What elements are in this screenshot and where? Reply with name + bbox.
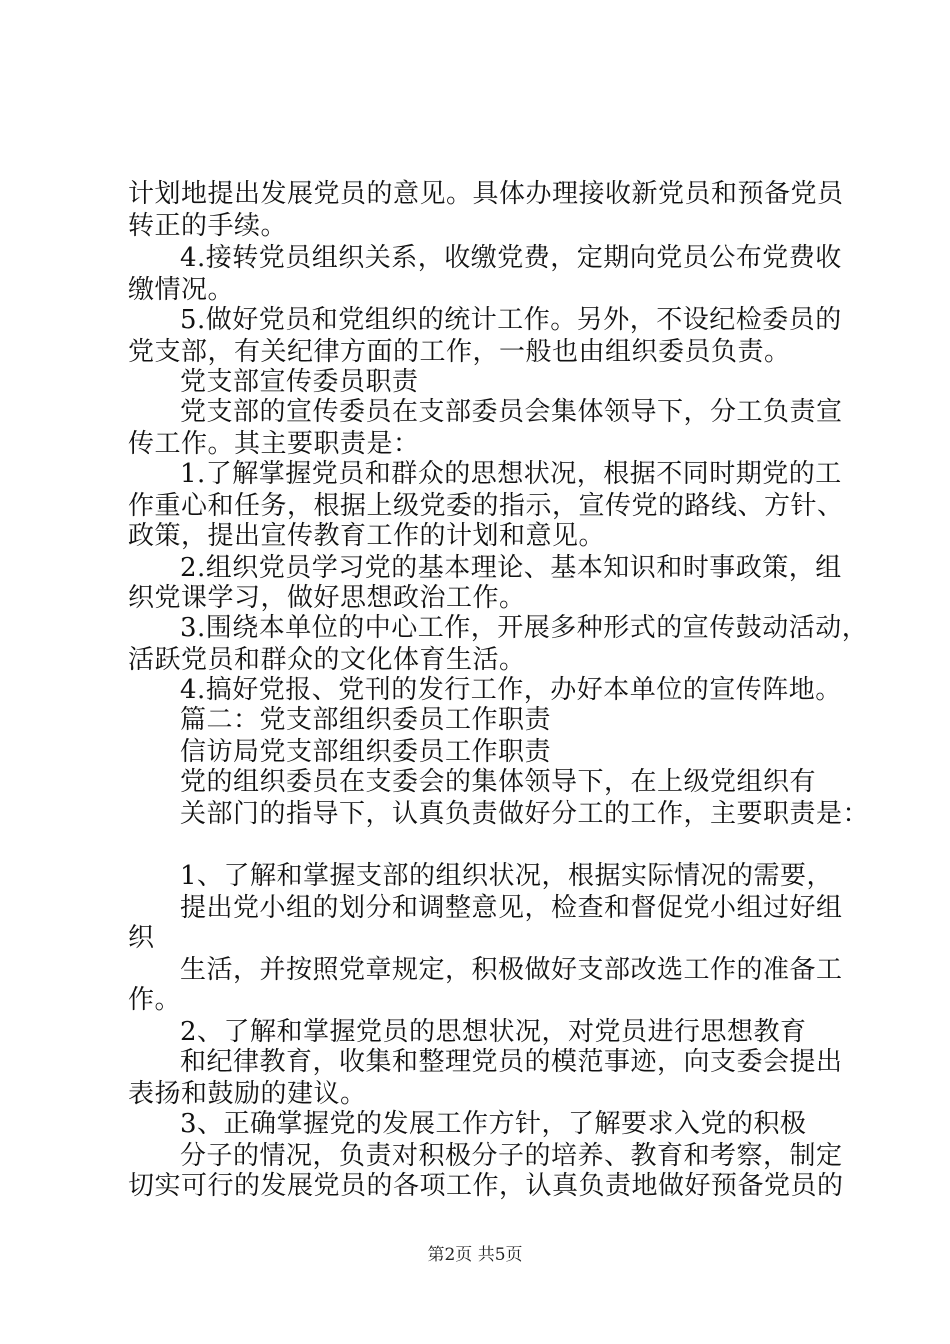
- text-line: 2、了解和掌握党员的思想状况，对党员进行思想教育: [180, 1017, 807, 1047]
- text-line: 党支部，有关纪律方面的工作，一般也由组织委员负责。: [128, 337, 791, 367]
- text-line: 2.组织党员学习党的基本理论、基本知识和时事政策，组: [180, 553, 842, 583]
- text-line: 表扬和鼓励的建议。: [128, 1079, 367, 1109]
- text-line: 5.做好党员和党组织的统计工作。另外，不设纪检委员的: [180, 305, 842, 335]
- text-line: 和纪律教育，收集和整理党员的模范事迹，向支委会提出: [180, 1047, 843, 1077]
- text-line: 织: [128, 923, 155, 953]
- text-line: 织党课学习，做好思想政治工作。: [128, 583, 526, 613]
- text-line: 4.搞好党报、党刊的发行工作，办好本单位的宣传阵地。: [180, 675, 842, 705]
- text-line: 活跃党员和群众的文化体育生活。: [128, 645, 526, 675]
- text-line: 4.接转党员组织关系，收缴党费，定期向党员公布党费收: [180, 243, 842, 273]
- text-line: 传工作。其主要职责是：: [128, 429, 420, 459]
- section-heading: 党支部宣传委员职责: [180, 367, 419, 397]
- text-line: 党支部的宣传委员在支部委员会集体领导下，分工负责宣: [180, 397, 843, 427]
- text-line: 1.了解掌握党员和群众的思想状况，根据不同时期党的工: [180, 459, 842, 489]
- text-line: 分子的情况，负责对积极分子的培养、教育和考察，制定: [180, 1141, 843, 1171]
- text-line: 转正的手续。: [128, 211, 288, 241]
- text-line: 1、了解和掌握支部的组织状况，根据实际情况的需要，: [180, 861, 834, 891]
- section-heading: 信访局党支部组织委员工作职责: [180, 737, 552, 767]
- section-heading: 篇二：党支部组织委员工作职责: [180, 705, 552, 735]
- text-line: 缴情况。: [128, 275, 235, 305]
- text-line: 提出党小组的划分和调整意见，检查和督促党小组过好组: [180, 893, 843, 923]
- text-line: 政策，提出宣传教育工作的计划和意见。: [128, 521, 606, 551]
- text-line: 关部门的指导下，认真负责做好分工的工作，主要职责是：: [180, 799, 870, 829]
- text-line: 3、正确掌握党的发展工作方针，了解要求入党的积极: [180, 1109, 807, 1139]
- text-line: 3.围绕本单位的中心工作，开展多种形式的宣传鼓动活动，: [180, 613, 869, 643]
- text-line: 计划地提出发展党员的意见。具体办理接收新党员和预备党员: [128, 179, 844, 209]
- text-line: 作重心和任务，根据上级党委的指示，宣传党的路线、方针、: [128, 491, 844, 521]
- text-line: 作。: [128, 985, 182, 1015]
- text-line: 党的组织委员在支委会的集体领导下，在上级党组织有: [180, 767, 817, 797]
- text-line: 切实可行的发展党员的各项工作，认真负责地做好预备党员的: [128, 1171, 844, 1201]
- page-number-footer: 第2页 共5页: [427, 1245, 523, 1265]
- text-line: 生活，并按照党章规定，积极做好支部改选工作的准备工: [180, 955, 843, 985]
